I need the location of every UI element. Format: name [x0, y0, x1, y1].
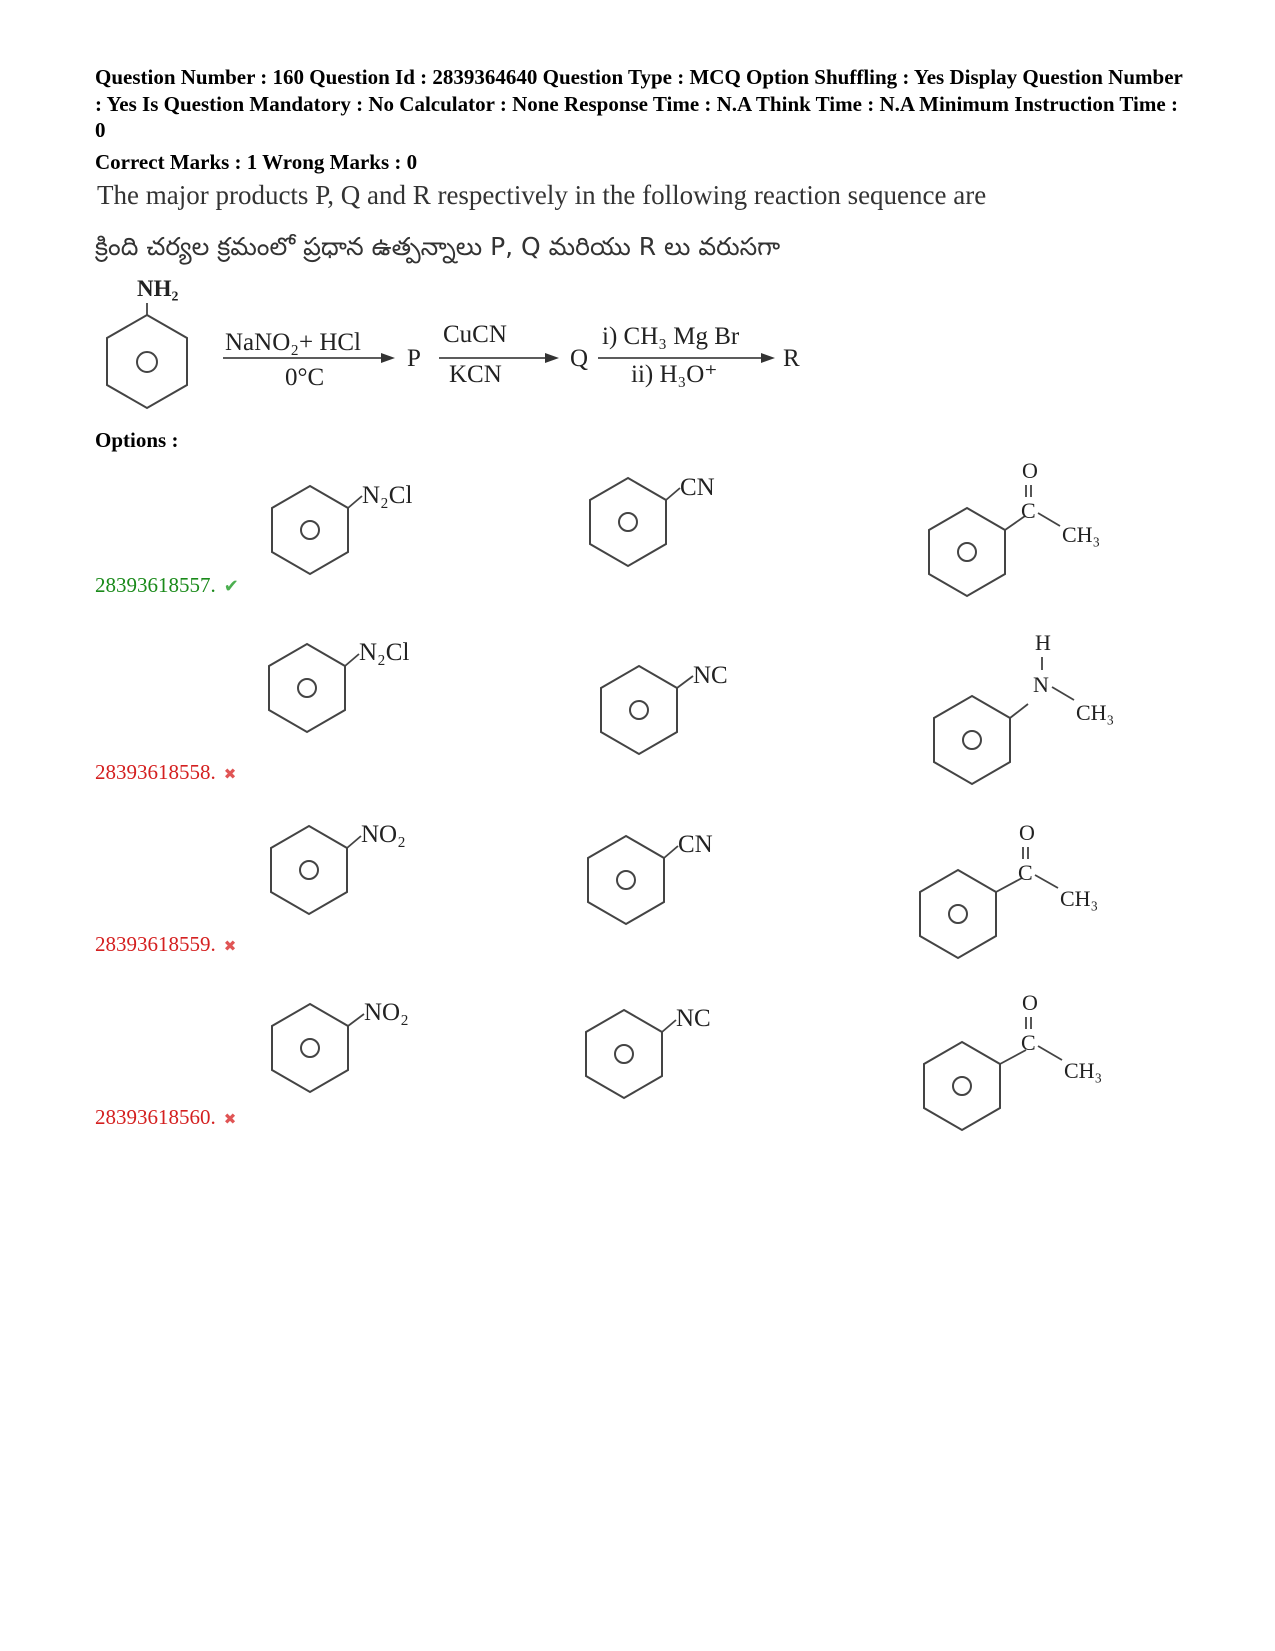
question-text-telugu: క్రింది చర్యల క్రమంలో ప్రధాన ఉత్పన్నాలు P, Q మరియు R లు వరుసగా [95, 232, 781, 261]
svg-text:ii) H₃O⁺: ii) H₃O⁺ [631, 361, 718, 388]
svg-text:O: O [1022, 990, 1038, 1015]
options-label: Options : [95, 428, 179, 452]
option-2-id[interactable]: 28393618558. ✖ [95, 760, 237, 784]
product-p: P [407, 345, 421, 372]
reaction-scheme [95, 270, 855, 430]
question-text-english: The major products P, Q and R respectively in the following reaction sequence are [97, 180, 987, 210]
svg-text:N₂Cl: N₂Cl [362, 482, 413, 509]
start-amine-label: NH₂ [137, 276, 179, 301]
cross-icon: ✖ [223, 1110, 237, 1128]
svg-text:NC: NC [693, 662, 728, 689]
product-q: Q [570, 345, 589, 372]
svg-text:O: O [1019, 820, 1035, 845]
svg-text:i) CH₃ Mg Br: i) CH₃ Mg Br [602, 323, 740, 350]
svg-text:H: H [1035, 630, 1051, 655]
svg-text:CH₃: CH₃ [1064, 1058, 1103, 1083]
question-metadata: Question Number : 160 Question Id : 2839364640 Question Type : MCQ Option Shuffling : Yes Display Question Number : Yes Is Question Mandatory : No Calculator : None Response Time : N.A Think Time : N.A Minimum Instruction Time : 0 [95, 65, 1183, 142]
option-3-id[interactable]: 28393618559. ✖ [95, 932, 237, 956]
option-1-id[interactable]: 28393618557. ✔ [95, 573, 239, 597]
svg-text:N: N [1033, 672, 1049, 697]
svg-text:O: O [1022, 458, 1038, 483]
svg-text:CuCN: CuCN [443, 321, 507, 348]
svg-text:NO₂: NO₂ [364, 999, 409, 1026]
svg-text:CH₃: CH₃ [1076, 700, 1115, 725]
svg-text:N₂Cl: N₂Cl [359, 639, 410, 666]
svg-text:KCN: KCN [449, 361, 502, 388]
svg-text:C: C [1018, 860, 1033, 885]
svg-text:C: C [1021, 498, 1036, 523]
svg-text:0°C: 0°C [285, 364, 325, 391]
product-r: R [783, 345, 800, 372]
cross-icon: ✖ [223, 937, 237, 955]
check-icon: ✔ [223, 576, 239, 597]
svg-text:C: C [1021, 1030, 1036, 1055]
cross-icon: ✖ [223, 765, 237, 783]
svg-text:CN: CN [678, 831, 713, 858]
svg-text:CH₃: CH₃ [1060, 886, 1099, 911]
option-4-id[interactable]: 28393618560. ✖ [95, 1105, 237, 1129]
svg-text:CN: CN [680, 474, 715, 501]
option-1-structures [0, 440, 1275, 590]
svg-text:CH₃: CH₃ [1062, 522, 1101, 547]
benzene-ring [107, 315, 187, 408]
svg-text:NC: NC [676, 1005, 711, 1032]
marks-info: Correct Marks : 1 Wrong Marks : 0 [95, 150, 418, 174]
svg-text:NO₂: NO₂ [361, 821, 406, 848]
option-2-structures [0, 620, 1275, 780]
svg-text:NaNO₂+ HCl: NaNO₂+ HCl [225, 329, 361, 356]
